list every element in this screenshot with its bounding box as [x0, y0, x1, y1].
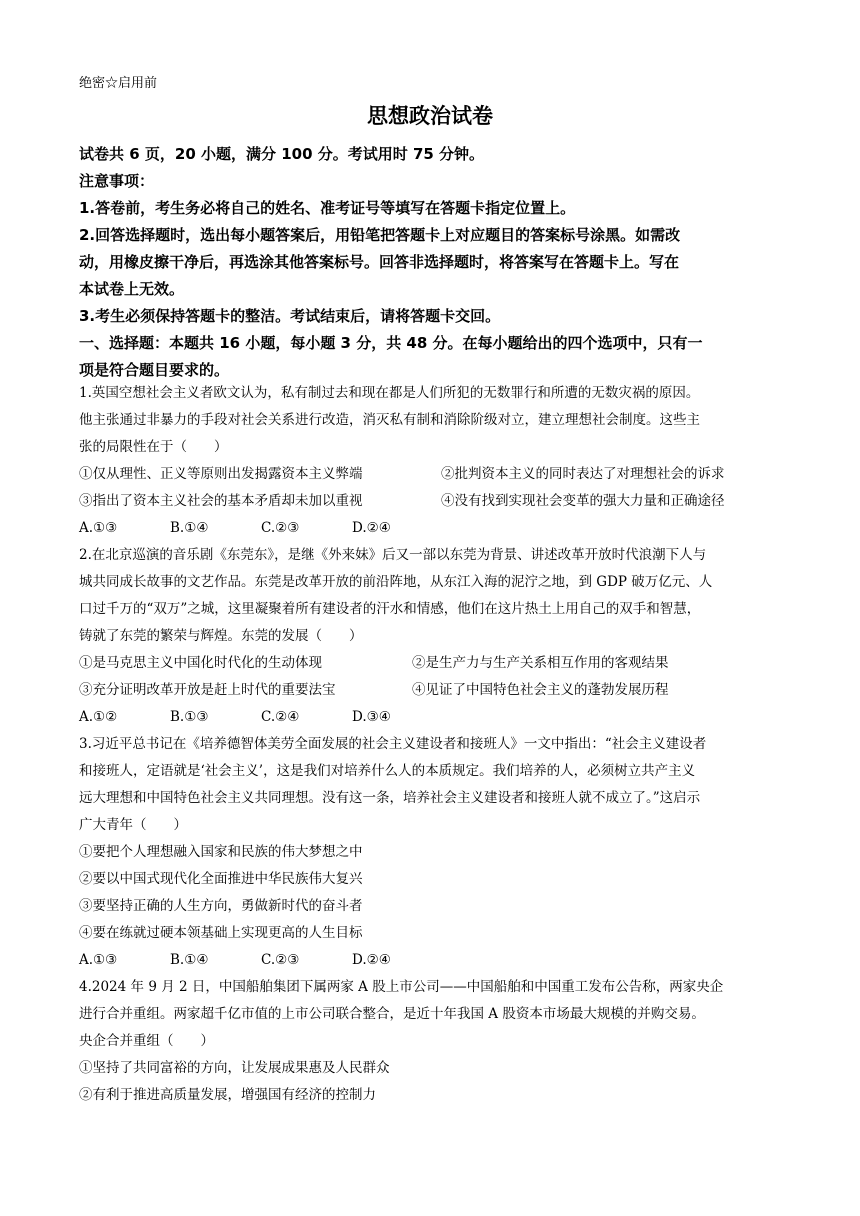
option-1: ①坚持了共同富裕的方向，让发展成果惠及人民群众: [79, 1060, 390, 1076]
question-stem-line: 张的局限性在于（ ）: [79, 439, 228, 455]
question-3: [79, 731, 779, 974]
question-stem-line: 4.2024 年 9 月 2 日，中国船舶集团下属两家 A 股上市公司——中国船舶和中国重工发布公告称，两家央企: [79, 979, 724, 995]
option-1: ①要把个人理想融入国家和民族的伟大梦想之中: [79, 844, 363, 860]
note-item-2-line-1: 2.回答选择题时，选出每小题答案后，用铅笔把答题卡上对应题目的答案标号涂黑。如需改: [79, 226, 681, 244]
option-4: ④要在练就过硬本领基础上实现更高的人生目标: [79, 925, 363, 941]
option-4: ④见证了中国特色社会主义的蓬勃发展历程: [412, 682, 669, 698]
exam-summary: 试卷共 6 页，20 小题，满分 100 分。考试用时 75 分钟。: [79, 145, 485, 163]
notes-heading: 注意事项：: [79, 172, 155, 190]
question-list: [79, 380, 779, 1109]
section-heading-line-1: 一、选择题：本题共 16 小题，每小题 3 分，共 48 分。在每小题给出的四个选项中，只有一: [79, 334, 703, 352]
answer-choice-b: B.①④: [170, 520, 209, 536]
question-stem-line: 远大理想和中国特色社会主义共同理想。没有这一条，培养社会主义建设者和接班人就不成立了。”这启示: [79, 790, 701, 806]
answer-choice-d: D.③④: [352, 709, 391, 725]
note-item-2-line-3: 本试卷上无效。: [79, 280, 185, 298]
option-2: ②是生产力与生产关系相互作用的客观结果: [412, 655, 669, 671]
option-3: ③指出了资本主义社会的基本矛盾却未加以重视: [79, 493, 363, 509]
answer-choice-b: B.①③: [170, 709, 209, 725]
answer-choice-a: A.①②: [79, 709, 118, 725]
answer-choice-a: A.①③: [79, 952, 118, 968]
answer-choice-a: A.①③: [79, 520, 118, 536]
question-stem-line: 1.英国空想社会主义者欧文认为，私有制过去和现在都是人们所犯的无数罪行和所遭的无数灾祸的原因。: [79, 385, 700, 401]
confidential-label: 绝密☆启用前: [79, 76, 158, 91]
note-item-3: 3.考生必须保持答题卡的整洁。考试结束后，请将答题卡交回。: [79, 307, 501, 325]
option-1: ①仅从理性、正义等原则出发揭露资本主义弊端: [79, 466, 363, 482]
question-stem-line: 2.在北京巡演的音乐剧《东莞东》，是继《外来妹》后又一部以东莞为背景、讲述改革开放时代浪潮下人与: [79, 547, 707, 563]
question-stem-line: 口过千万的“双万”之城，这里凝聚着所有建设者的汗水和情感，他们在这片热土上用自己的双手和智慧，: [79, 601, 701, 617]
option-2: ②批判资本主义的同时表达了对理想社会的诉求: [441, 466, 725, 482]
answer-choice-c: C.②④: [261, 709, 300, 725]
exam-notes: [79, 141, 779, 384]
question-1: [79, 380, 779, 542]
answer-choice-c: C.②③: [261, 952, 300, 968]
option-row: [79, 488, 779, 515]
question-stem-line: 广大青年（ ）: [79, 817, 187, 833]
question-stem-line: 铸就了东莞的繁荣与辉煌。东莞的发展（ ）: [79, 628, 363, 644]
option-row: [79, 677, 779, 704]
section-heading-line-2: 项是符合题目要求的。: [79, 361, 230, 379]
answer-choice-b: B.①④: [170, 952, 209, 968]
answer-choices: [79, 947, 779, 974]
option-2: ②要以中国式现代化全面推进中华民族伟大复兴: [79, 871, 363, 887]
answer-choices: [79, 515, 779, 542]
question-4: [79, 974, 779, 1109]
option-row: [79, 650, 779, 677]
page-title: 思想政治试卷: [367, 104, 493, 128]
answer-choice-c: C.②③: [261, 520, 300, 536]
option-2: ②有利于推进高质量发展，增强国有经济的控制力: [79, 1087, 376, 1103]
answer-choice-d: D.②④: [352, 952, 391, 968]
question-stem-line: 央企合并重组（ ）: [79, 1033, 214, 1049]
option-1: ①是马克思主义中国化时代化的生动体现: [79, 655, 322, 671]
option-3: ③充分证明改革开放是赶上时代的重要法宝: [79, 682, 336, 698]
option-4: ④没有找到实现社会变革的强大力量和正确途径: [441, 493, 725, 509]
option-row: [79, 461, 779, 488]
answer-choices: [79, 704, 779, 731]
note-item-2-line-2: 动，用橡皮擦干净后，再选涂其他答案标号。回答非选择题时，将答案写在答题卡上。写在: [79, 253, 680, 271]
answer-choice-d: D.②④: [352, 520, 391, 536]
question-stem-line: 他主张通过非暴力的手段对社会关系进行改造，消灭私有制和消除阶级对立，建立理想社会制度。这些主: [79, 412, 700, 428]
question-2: [79, 542, 779, 731]
question-stem-line: 3.习近平总书记在《培养德智体美劳全面发展的社会主义建设者和接班人》一文中指出：“社会主义建设者: [79, 736, 707, 752]
question-stem-line: 和接班人，定语就是‘社会主义’，这是我们对培养什么人的本质规定。我们培养的人，必须树立共产主义: [79, 763, 696, 779]
question-stem-line: 城共同成长故事的文艺作品。东莞是改革开放的前沿阵地，从东江入海的泥泞之地，到 GDP 破万亿元、人: [79, 574, 713, 590]
option-3: ③要坚持正确的人生方向，勇做新时代的奋斗者: [79, 898, 363, 914]
note-item-1: 1.答卷前，考生务必将自己的姓名、准考证号等填写在答题卡指定位置上。: [79, 199, 576, 217]
question-stem-line: 进行合并重组。两家超千亿市值的上市公司联合整合，是近十年我国 A 股资本市场最大规模的并购交易。: [79, 1006, 705, 1022]
